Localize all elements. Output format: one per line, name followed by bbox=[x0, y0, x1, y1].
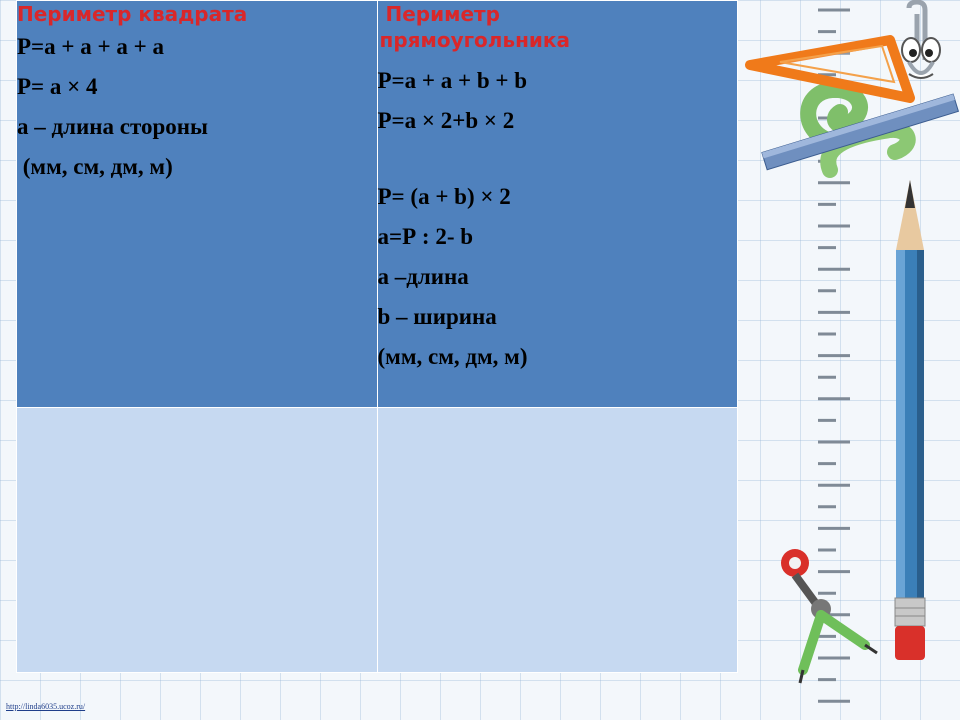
rectangle-formula: Р=а + а + b + b bbox=[377, 68, 528, 93]
square-formula: Р= а × 4 bbox=[17, 74, 98, 99]
rectangle-formula: Р=а × 2+b × 2 bbox=[377, 108, 515, 133]
square-cell bbox=[17, 1, 378, 408]
empty-cell bbox=[17, 408, 378, 673]
rectangle-formula: Р= (а + b) × 2 bbox=[377, 184, 511, 209]
rectangle-formula: а=Р : 2- b bbox=[377, 224, 474, 249]
rectangle-title: Периметр bbox=[385, 2, 500, 26]
rectangle-formula: а –длина bbox=[377, 264, 469, 289]
source-link[interactable]: http://linda6035.ucoz.ru/ bbox=[6, 702, 86, 711]
rectangle-cell bbox=[377, 1, 738, 408]
pencil-icon bbox=[890, 180, 930, 670]
table-row bbox=[17, 1, 738, 408]
square-units: (мм, см, дм, м) bbox=[17, 154, 173, 179]
square-title: Периметр квадрата bbox=[17, 2, 248, 26]
table-row bbox=[17, 408, 738, 673]
rectangle-formula: b – ширина bbox=[377, 304, 497, 329]
rectangle-title: прямоугольника bbox=[379, 28, 570, 52]
rectangle-units: (мм, см, дм, м) bbox=[377, 344, 528, 369]
square-formula: а – длина стороны bbox=[17, 114, 208, 139]
formula-table bbox=[16, 0, 738, 673]
square-formula: Р=а + а + а + а bbox=[17, 34, 164, 59]
empty-cell bbox=[377, 408, 738, 673]
compass-icon bbox=[765, 535, 885, 685]
